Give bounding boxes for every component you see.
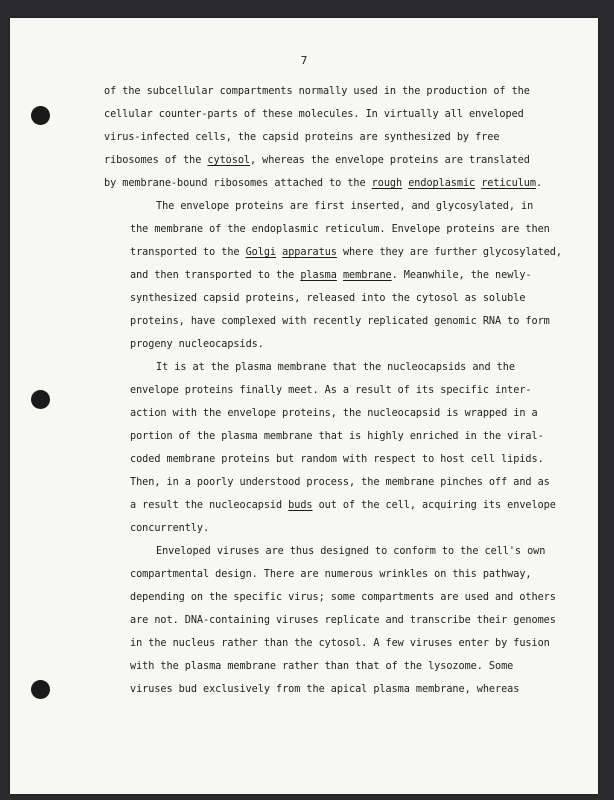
text-segment: ribosomes of the (104, 155, 208, 166)
text-line: virus-infected cells, the capsid proteins are synthesized by free (104, 132, 500, 143)
text-segment: and then transported to the (130, 270, 301, 281)
text-line: depending on the specific virus; some compartments are used and others (130, 592, 556, 603)
underlined-term: plasma (300, 270, 337, 281)
text-segment: , whereas the envelope proteins are translated (250, 155, 530, 166)
text-segment: out of the cell, acquiring its envelope (312, 500, 556, 511)
punch-hole-top (31, 106, 50, 125)
paragraph-4 (104, 540, 574, 701)
page-number: 7 (300, 54, 308, 67)
punch-hole-middle (31, 390, 50, 409)
text-segment: . (535, 178, 543, 189)
text-line: cellular counter-parts of these molecules. In virtually all enveloped (104, 109, 524, 120)
text-line: portion of the plasma membrane that is highly enriched in the viral- (130, 431, 544, 442)
text-line: progeny nucleocapsids. (130, 339, 264, 350)
underlined-term: buds (288, 500, 313, 511)
text-line: envelope proteins finally meet. As a result of its specific inter- (130, 385, 532, 396)
paragraph-1 (104, 80, 574, 195)
underlined-term: reticulum (481, 178, 536, 189)
text-segment: a result the nucleocapsid (130, 500, 289, 511)
paragraph-3 (104, 356, 574, 540)
underlined-term: endoplasmic (408, 178, 476, 189)
underlined-term: rough (371, 178, 403, 189)
text-line (104, 149, 574, 172)
text-line: viruses bud exclusively from the apical plasma membrane, whereas (130, 684, 520, 695)
underlined-term: membrane (342, 270, 392, 281)
punch-hole-bottom (31, 680, 50, 699)
document-page (10, 18, 598, 794)
text-line: Enveloped viruses are thus designed to conform to the cell's own (156, 546, 546, 557)
text-line (104, 494, 574, 517)
text-line: coded membrane proteins but random with respect to host cell lipids. (130, 454, 544, 465)
text-line: action with the envelope proteins, the nucleocapsid is wrapped in a (130, 408, 538, 419)
text-segment: transported to the (130, 247, 246, 258)
text-line: compartmental design. There are numerous wrinkles on this pathway, (130, 569, 532, 580)
body-text (104, 80, 574, 701)
text-line (104, 172, 574, 195)
text-line: synthesized capsid proteins, released into the cytosol as soluble (130, 293, 526, 304)
text-line: in the nucleus rather than the cytosol. A few viruses enter by fusion (130, 638, 550, 649)
text-line: Then, in a poorly understood process, the membrane pinches off and as (130, 477, 550, 488)
text-segment: . Meanwhile, the newly- (391, 270, 532, 281)
underlined-term: cytosol (207, 155, 251, 166)
text-line: The envelope proteins are first inserted, and glycosylated, in (156, 201, 534, 212)
underlined-term: Golgi (245, 247, 277, 258)
text-line: are not. DNA-containing viruses replicate and transcribe their genomes (130, 615, 556, 626)
text-segment: where they are further glycosylated, (336, 247, 562, 258)
text-segment: by membrane-bound ribosomes attached to the (104, 178, 372, 189)
text-line: concurrently. (130, 523, 210, 534)
text-line: proteins, have complexed with recently replicated genomic RNA to form (130, 316, 550, 327)
text-line: with the plasma membrane rather than that of the lysozome. Some (130, 661, 514, 672)
underlined-term: apparatus (282, 247, 337, 258)
text-line (104, 264, 574, 287)
text-line: of the subcellular compartments normally used in the production of the (104, 86, 530, 97)
text-line: the membrane of the endoplasmic reticulum. Envelope proteins are then (130, 224, 550, 235)
text-line (104, 241, 574, 264)
text-line: It is at the plasma membrane that the nucleocapsids and the (156, 362, 515, 373)
paragraph-2 (104, 195, 574, 356)
